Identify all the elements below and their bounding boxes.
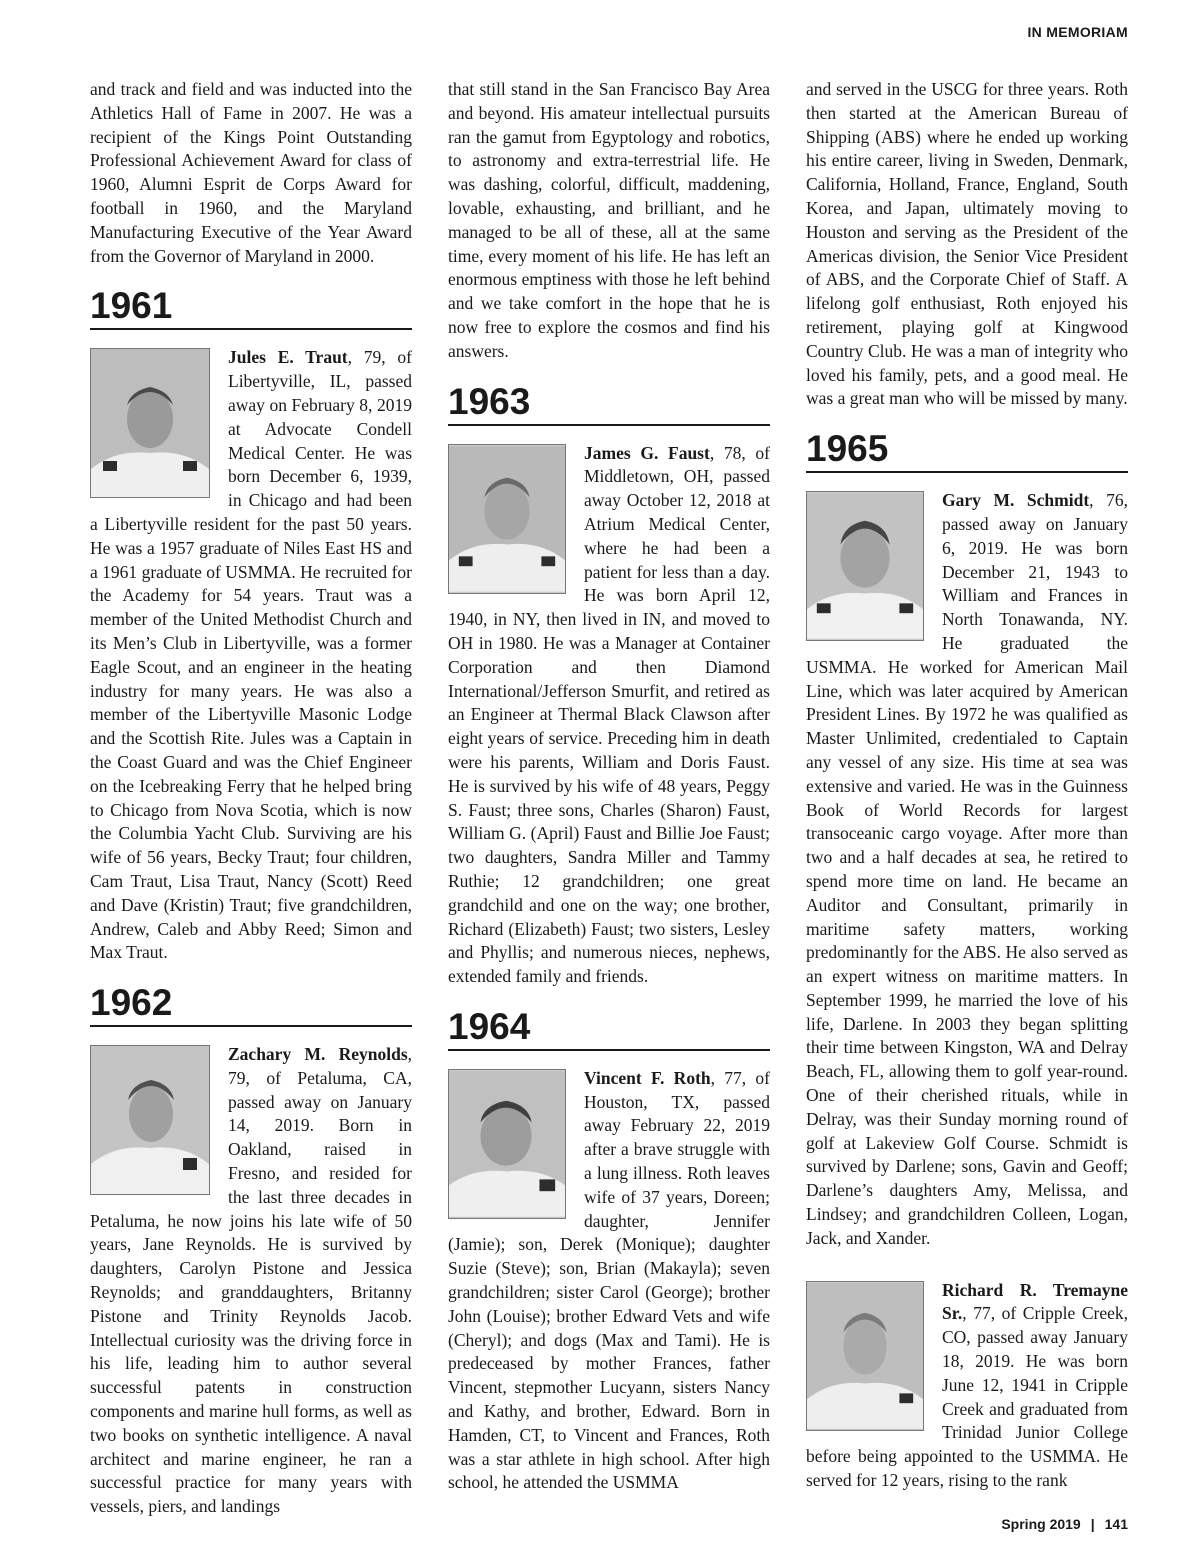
obituary-name: Richard R. Tremayne Sr. [942,1279,1128,1324]
column-3 [806,78,1128,1493]
obituary-name: James G. Faust [584,442,710,463]
obituary-roth [448,1067,770,1495]
year-heading-1963: 1963 [448,382,770,426]
year-heading-1962: 1962 [90,983,412,1027]
year-heading-1965: 1965 [806,429,1128,473]
portrait-photo [448,1069,566,1219]
obituary-name: Vincent F. Roth [584,1067,711,1088]
portrait-silhouette [91,349,209,497]
obituary-name: Zachary M. Reynolds [228,1044,408,1065]
obituary-name: Gary M. Schmidt [942,490,1090,511]
obituary-reynolds [90,1043,412,1519]
portrait-silhouette [807,492,923,640]
issue-label: Spring 2019 [1001,1516,1081,1532]
obituary-traut [90,346,412,965]
page-number: 141 [1104,1516,1128,1532]
obituary-text: , 79, of Petaluma, CA, passed away on January 14, 2019. Born in Oakland, raised in Fresno, and resided for the last three decades in Petaluma, he now joins his late wife of 50 years, Jane Reynolds. He is survived by daughters, Carolyn Pistone and Jessica Reynolds; and granddaughters, Britanny Pistone and Trinity Reynolds Jacob. Intellectual curiosity was the driving force in his life, leading him to author several successful patents in construction components and marine hull forms, as well as two books on synthetic intelligence. A naval architect and marine engineer, he ran a successful practice for many years with vessels, piers, and landings [90,1044,412,1517]
obituary-text: , 76, passed away on January 6, 2019. He was born December 21, 1943 to William and Frances in North Tonawanda, NY. He graduated the USMMA. He worked for American Mail Line, which was later acquired by American President Lines. By 1972 he was qualified as Master Unlimited, credentialed to Captain any vessel of any size. His time at sea was extensive and varied. He was in the Guinness Book of World Records for largest transoceanic cargo voyage. After more than two and a half decades at sea, he retired to spend more time on land. He became an Auditor and Consultant, primarily in maritime safety matters, working predominantly for the ABS. He also served as an expert witness on maritime matters. In September 1999, he married the love of his life, Darlene. In 2003 they began splitting their time between Kingston, WA and Delray Beach, FL, allowing them to golf year-round. One of their cherished rituals, while in Delray, was their Sunday morning round of golf at Lakeview Golf Course. Schmidt is survived by Darlene; sons, Gavin and Geoff; Darlene’s daughters Amy, Melissa, and Lindsey; and grandchildren Colleen, Logan, Jack, and Xander. [806,490,1128,1248]
continued-text: and track and field and was inducted into the Athletics Hall of Fame in 2007. He was a recipient of the Kings Point Outstanding Professional Achievement Award for class of 1960, Alumni Esprit de Corps Award for football in 1960, and the Maryland Manufacturing Executive of the Year Award from the Governor of Maryland in 2000. [90,79,412,266]
portrait-silhouette [807,1282,923,1430]
portrait-silhouette [449,445,565,593]
portrait-silhouette [449,1070,565,1218]
obituary-text: , 79, of Libertyville, IL, passed away on February 8, 2019 at Advocate Condell Medical Center. He was born December 6, 1939, in Chicago and had been a Libertyville resident for the past 50 years. He was a 1957 graduate of Niles East HS and a 1961 graduate of USMMA. He recruited for the Academy for 54 years. Traut was a member of the United Methodist Church and its Men’s Club in Libertyville, was a former Eagle Scout, and an engineer in the heating industry for many years. He was also a member of the Libertyville Masonic Lodge and the Scottish Rite. Jules was a Captain in the Coast Guard and was the Chief Engineer on the Icebreaking Ferry that he helped bring to Chicago from Nova Scotia, which is now the Columbia Yacht Club. Surviving are his wife of 56 years, Becky Traut; four children, Cam Traut, Lisa Traut, Nancy (Scott) Reed and Dave (Kristin) Traut; five grandchildren, Andrew, Caleb and Abby Reed; Simon and Max Traut. [90,347,412,963]
column-1 [90,78,412,1519]
year-heading-1961: 1961 [90,286,412,330]
obituary-text: , 77, of Cripple Creek, CO, passed away January 18, 2019. He was born June 12, 1941 in Cripple Creek and graduated from Trinidad Junior College before being appointed to the USMMA. He served for 12 years, rising to the rank [806,1303,1128,1491]
portrait-photo [806,491,924,641]
portrait-photo [448,444,566,594]
portrait-photo [90,348,210,498]
portrait-photo [806,1281,924,1431]
year-heading-1964: 1964 [448,1007,770,1051]
column-2 [448,78,770,1495]
obituary-name: Jules E. Traut [228,347,348,368]
continued-text: and served in the USCG for three years. Roth then started at the American Bureau of Shipping (ABS) where he ended up working his entire career, living in Sweden, Denmark, California, Holland, France, England, South Korea, and Japan, ultimately moving to Houston and serving as the President of the Americas division, the Senior Vice President of ABS, and the Corporate Chief of Staff. A lifelong golf enthusiast, Roth enjoyed his retirement, playing golf at Kingwood Country Club. He was a man of integrity who loved his family, pets, and a good meal. He was a great man who will be missed by many. [806,79,1128,409]
portrait-photo [90,1045,210,1195]
section-header: IN MEMORIAM [1027,24,1128,40]
continued-text: that still stand in the San Francisco Bay Area and beyond. His amateur intellectual pursuits ran the gamut from Egyptology and robotics, to astronomy and extra-terrestrial life. He was dashing, colorful, difficult, maddening, lovable, exhausting, and brilliant, and he managed to be all of these, all at the same time, every moment of his life. He has left an enormous emptiness with those he left behind and we take comfort in the hope that he is now free to explore the cosmos and find his answers. [448,79,770,361]
obituary-text: , 77, of Houston, TX, passed away February 22, 2019 after a brave struggle with a lung illness. Roth leaves wife of 37 years, Doreen; daughter, Jennifer (Jamie); son, Derek (Monique); daughter Suzie (Steve); son, Brian (Makayla); seven grandchildren; sister Carol (George); brother John (Louise); brother Edward Vets and wife (Cheryl); and dogs (Max and Tami). He is predeceased by mother Frances, father Vincent, stepmother Lucyann, sisters Nancy and Kathy, and brother, Edward. Born in Hamden, CT, to Vincent and Frances, Roth was a star athlete in high school. After high school, he attended the USMMA [448,1067,770,1493]
page-footer [1001,1516,1128,1532]
obituary-schmidt [806,489,1128,1251]
obituary-faust [448,442,770,989]
portrait-silhouette [91,1046,209,1194]
obituary-tremayne [806,1279,1128,1493]
footer-separator: | [1090,1516,1095,1532]
obituary-text: , 78, of Middletown, OH, passed away October 12, 2018 at Atrium Medical Center, where he had been a patient for less than a day. He was born April 12, 1940, in NY, then lived in IN, and moved to OH in 1980. He was a Manager at Container Corporation and then Diamond International/Jefferson Smurfit, and retired as an Engineer at Thermal Black Clawson after eight years of service. Preceding him in death were his parents, William and Doris Faust. He is survived by his wife of 48 years, Peggy S. Faust; three sons, Charles (Sharon) Faust, William G. (April) Faust and Billie Joe Faust; two daughters, Sandra Miller and Tammy Ruthie; 12 grandchildren; one great grandchild and one on the way; one brother, Richard (Elizabeth) Faust; two sisters, Lesley and Phyllis; and numerous nieces, nephews, extended family and friends. [448,442,770,987]
